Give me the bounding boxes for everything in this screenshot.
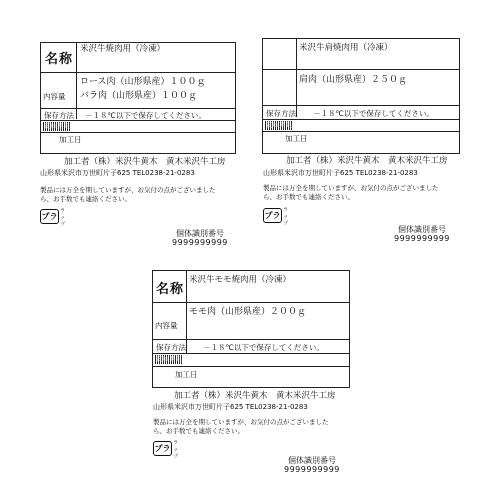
individual-number: 9999999999 [172,238,228,247]
individual-number: 9999999999 [284,465,340,474]
processing-date-label: 加工日 [59,135,82,144]
processor: 加工者（株）米沢牛黄木 黄木米沢牛工房 [174,391,336,401]
individual-label: 個体識別番号 [288,456,336,465]
recycle-caption: ラップ [173,440,179,460]
address: 山形県米沢市万世町片子625 TEL0238-21-0283 [263,169,418,177]
plastic-recycle-icon: プラ [153,441,172,456]
storage-label: 保存方法 [44,111,74,120]
content-label: 内容量 [43,92,66,101]
storage-label: 保存方法 [266,109,296,118]
processing-date-label: 加工日 [285,134,308,143]
recycle-caption: ラップ [60,208,66,228]
name-label: 名称 [45,52,74,67]
notice-line-1: 製品には万全を期していますが、お気付の点がございました [153,418,329,426]
expiry-label: 賞味期限 [266,121,292,129]
product-name: 米沢牛焼肉用（冷凍） [80,44,166,54]
plastic-recycle-icon: プラ [40,209,59,224]
individual-number: 9999999999 [394,234,450,243]
storage-value: －１８℃以下で保存してください。 [85,111,206,120]
content-label: 内容量 [155,321,178,330]
notice-line-2: ら、お手数でも連絡ください。 [263,193,354,201]
expiry-label: 賞味期限 [44,122,70,130]
notice-line-1: 製品には万全を期していますが、お気付の点がございました [40,186,216,194]
name-label: 名称 [156,282,185,297]
content-line: ロース肉（山形県産）１００ｇ [80,77,206,87]
plastic-recycle-icon: プラ [263,208,282,223]
expiry-label: 賞味期限 [156,355,182,363]
content-line: モモ肉（山形県産）２００ｇ [189,307,307,317]
processing-date-label: 加工日 [175,370,198,379]
label-1-table [40,42,236,154]
content-line: 肩肉（山形県産）２５０ｇ [299,75,408,85]
label-2-table [262,38,460,154]
content-line: バラ肉（山形県産）１００ｇ [80,91,198,101]
storage-label: 保存方法 [156,343,186,352]
notice-line-2: ら、お手数でも連絡ください。 [153,427,244,435]
storage-value: －１８℃以下で保存してください。 [203,343,324,352]
address: 山形県米沢市万世町片子625 TEL0238-21-0283 [153,403,308,411]
individual-label: 個体識別番号 [398,225,446,234]
notice-line-2: ら、お手数でも連絡ください。 [40,195,131,203]
processor: 加工者（株）米沢牛黄木 黄木米沢牛工房 [286,156,448,166]
product-name: 米沢牛モモ焼肉用（冷凍） [189,275,292,285]
address: 山形県米沢市万世町片子625 TEL0238-21-0283 [40,169,195,177]
notice-line-1: 製品には万全を期していますが、お気付の点がございました [263,184,439,192]
storage-value: －１８℃以下で保存してください。 [313,109,434,118]
product-name: 米沢牛肩焼肉用（冷凍） [299,43,393,53]
recycle-caption: ラップ [283,207,289,227]
processor: 加工者（株）米沢牛黄木 黄木米沢牛工房 [64,157,226,167]
label-3-table [152,270,350,388]
individual-label: 個体識別番号 [176,229,224,238]
